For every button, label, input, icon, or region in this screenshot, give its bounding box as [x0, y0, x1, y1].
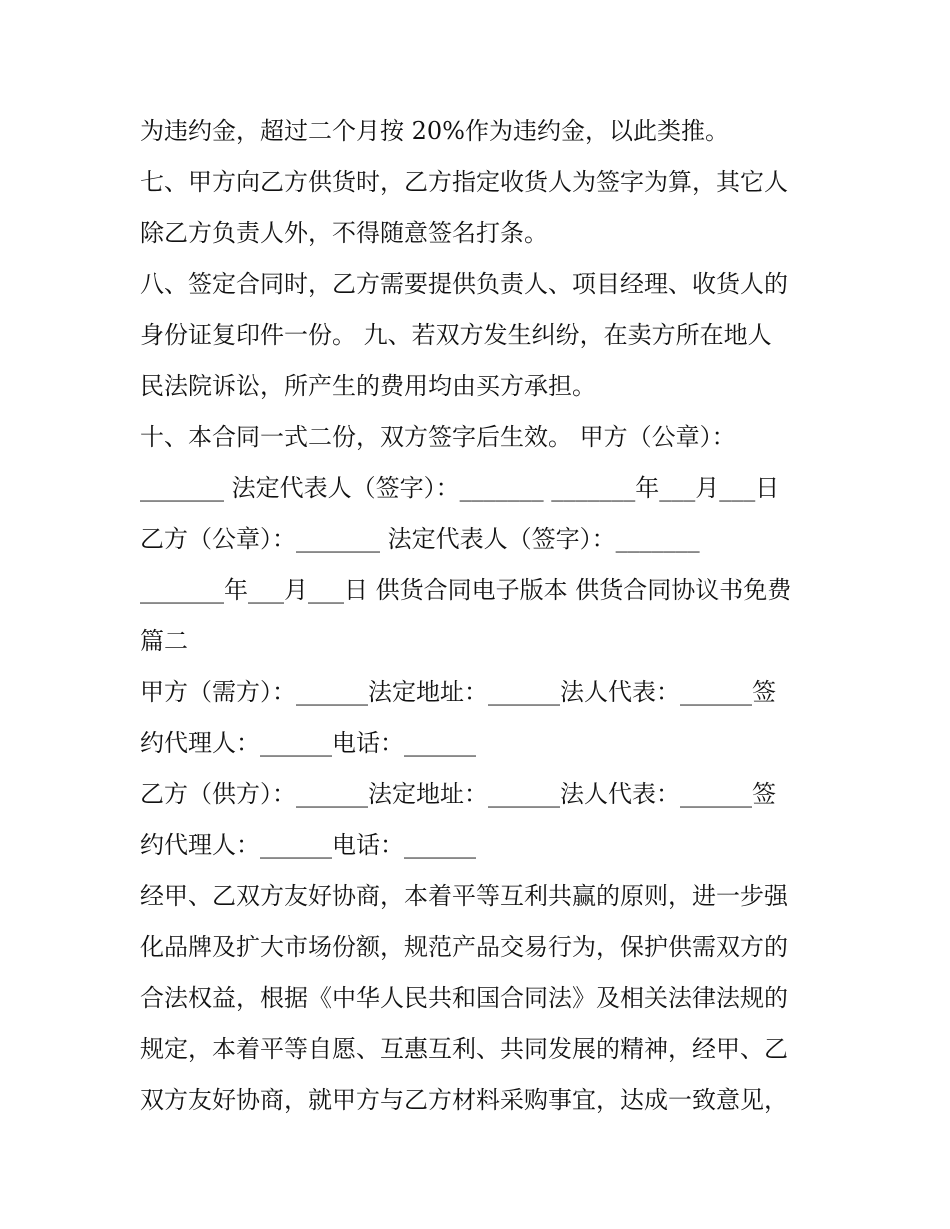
text-line: 民法院诉讼，所产生的费用均由买方承担。 — [140, 372, 596, 400]
text-line: 双方友好协商，就甲方与乙方材料采购事宜，达成一致意见， — [140, 1086, 788, 1114]
text-line: 身份证复印件一份。 九、若双方发生纠纷，在卖方所在地人 — [140, 321, 772, 349]
text-line: 化品牌及扩大市场份额，规范产品交易行为，保护供需双方的 — [140, 933, 788, 961]
text-line: 合法权益，根据《中华人民共和国合同法》及相关法律法规的 — [140, 984, 788, 1012]
text-line: 十、本合同一式二份，双方签字后生效。 甲方（公章）： — [140, 423, 736, 451]
party-a-info: 约代理人：______电话：______ — [140, 729, 476, 757]
section-title: 篇二 — [140, 627, 188, 655]
party-a-info: 甲方（需方）：______法定地址：______法人代表：______签 — [140, 678, 776, 706]
signature-line: _______ 法定代表人（签字）：_______ _______年___月___日 — [140, 474, 780, 502]
signature-line: 乙方（公章）：_______ 法定代表人（签字）：_______ — [140, 525, 700, 553]
party-b-info: 乙方（供方）：______法定地址：______法人代表：______签 — [140, 780, 776, 808]
text-line: _______年___月___日 供货合同电子版本 供货合同协议书免费 — [140, 576, 792, 604]
text-line: 七、甲方向乙方供货时，乙方指定收货人为签字为算，其它人 — [140, 168, 788, 196]
text-line: 经甲、乙双方友好协商，本着平等互利共赢的原则，进一步强 — [140, 882, 788, 910]
text-line: 八、签定合同时，乙方需要提供负责人、项目经理、收货人的 — [140, 270, 788, 298]
text-line: 除乙方负责人外，不得随意签名打条。 — [140, 219, 548, 247]
party-b-info: 约代理人：______电话：______ — [140, 831, 476, 859]
contract-text — [140, 106, 820, 1126]
text-line: 规定，本着平等自愿、互惠互利、共同发展的精神，经甲、乙 — [140, 1035, 788, 1063]
text-line: 为违约金，超过二个月按 20%作为违约金，以此类推。 — [140, 117, 729, 145]
